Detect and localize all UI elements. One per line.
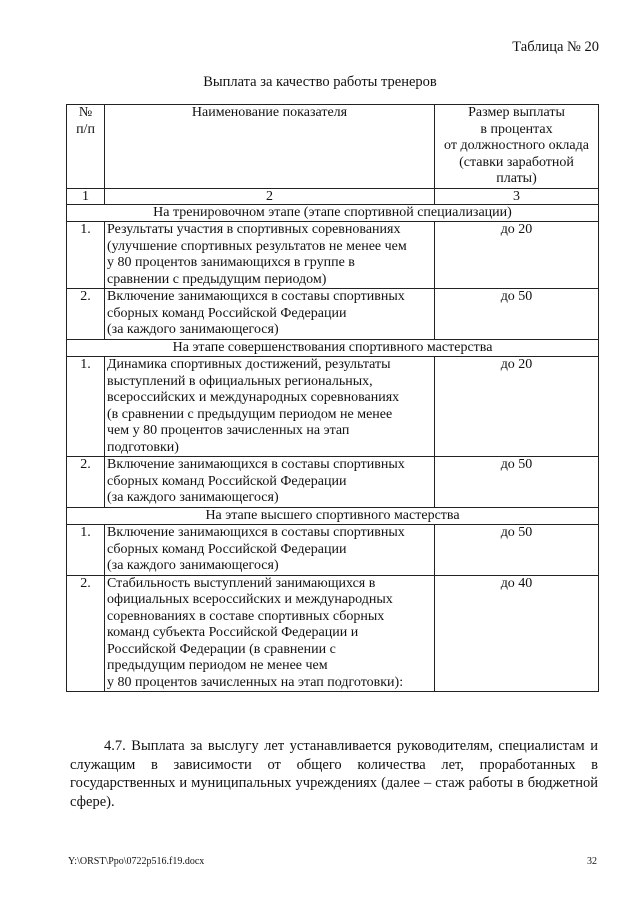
row-indicator: Стабильность выступлений занимающихся в официальных всероссийских и международных соревнованиях в составе спортивных сборных команд субъекта Российской Федерации и Российской Федерации (в сравнении с предыдущим периодом не менее чем у 80 процентов зачисленных на этап подготовки): <box>105 575 435 692</box>
section-title: На тренировочном этапе (этапе спортивной специализации) <box>67 204 599 222</box>
row-indicator: Включение занимающихся в составы спортивных сборных команд Российской Федерации (за каждого занимающегося) <box>105 457 435 508</box>
row-indicator: Результаты участия в спортивных соревнованиях (улучшение спортивных результатов не менее чем у 80 процентов занимающихся в группе в сравнении с предыдущим периодом) <box>105 222 435 289</box>
row-num: 2. <box>67 575 105 692</box>
table-row <box>67 457 599 508</box>
row-value: до 40 <box>435 575 599 692</box>
row-value: до 20 <box>435 222 599 289</box>
table-title: Выплата за качество работы тренеров <box>203 74 437 90</box>
table-row <box>67 575 599 692</box>
footer-file-path: Y:\ORST\Ppo\0722p516.f19.docx <box>68 856 205 867</box>
header-num: № п/п <box>67 105 105 189</box>
row-indicator: Включение занимающихся в составы спортивных сборных команд Российской Федерации (за каждого занимающегося) <box>105 525 435 576</box>
row-indicator: Динамика спортивных достижений, результаты выступлений в официальных региональных, всероссийских и международных соревнованиях (в сравнении с предыдущим периодом не менее чем у 80 процентов зачисленных на этап подготовки) <box>105 357 435 457</box>
header-row <box>67 105 599 189</box>
table-row <box>67 525 599 576</box>
section-row <box>67 507 599 525</box>
row-value: до 50 <box>435 457 599 508</box>
row-num: 2. <box>67 457 105 508</box>
header-value: Размер выплаты в процентах от должностного оклада (ставки заработной платы) <box>435 105 599 189</box>
row-indicator: Включение занимающихся в составы спортивных сборных команд Российской Федерации (за каждого занимающегося) <box>105 289 435 340</box>
table-row <box>67 222 599 289</box>
index-cell-3: 3 <box>435 188 599 204</box>
row-value: до 50 <box>435 289 599 340</box>
table-number-label: Таблица № 20 <box>512 39 599 55</box>
index-row <box>67 188 599 204</box>
index-cell-1: 1 <box>67 188 105 204</box>
payment-table <box>66 104 599 692</box>
section-row <box>67 204 599 222</box>
row-num: 1. <box>67 222 105 289</box>
section-title: На этапе высшего спортивного мастерства <box>67 507 599 525</box>
row-num: 1. <box>67 525 105 576</box>
row-value: до 20 <box>435 357 599 457</box>
footer-page-number: 32 <box>587 856 597 867</box>
index-cell-2: 2 <box>105 188 435 204</box>
section-title: На этапе совершенствования спортивного мастерства <box>67 339 599 357</box>
section-row <box>67 339 599 357</box>
row-num: 2. <box>67 289 105 340</box>
header-name: Наименование показателя <box>105 105 435 189</box>
row-value: до 50 <box>435 525 599 576</box>
table-row <box>67 357 599 457</box>
table-row <box>67 289 599 340</box>
row-num: 1. <box>67 357 105 457</box>
paragraph-4-7: 4.7. Выплата за выслугу лет устанавливается руководителям, специалистам и служащим в зависимости от общего количества лет, проработанных в государственных и муниципальных учреждениях (далее – стаж работы в бюджетной сфере). <box>70 738 598 810</box>
